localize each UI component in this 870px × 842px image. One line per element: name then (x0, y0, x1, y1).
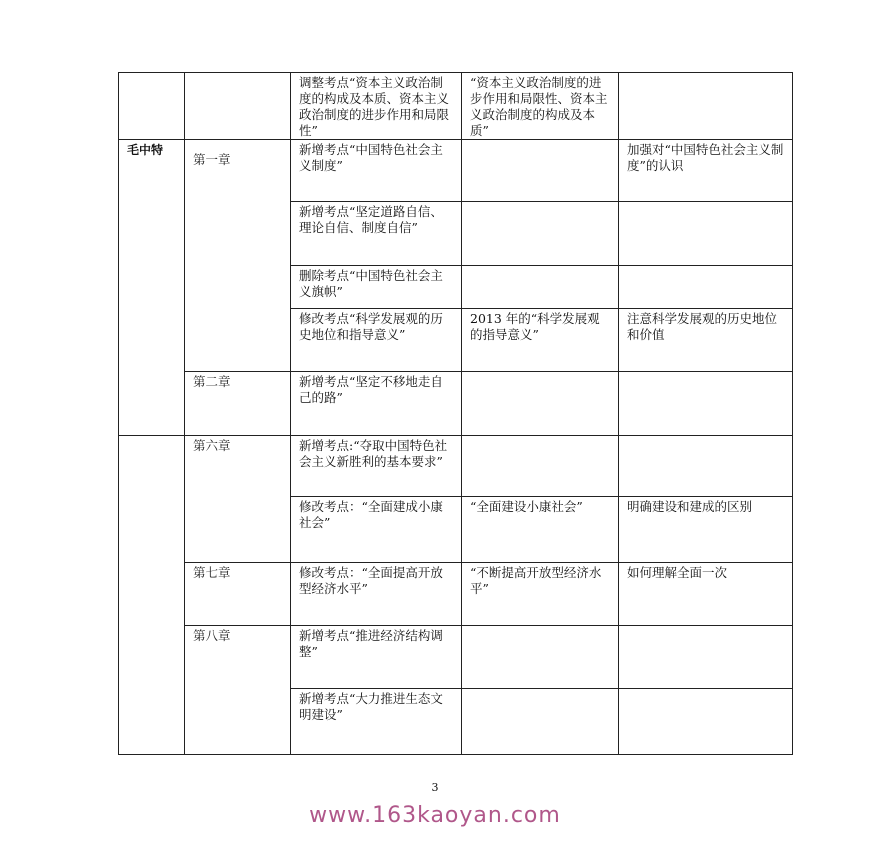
chapter-cell: 第二章 (185, 372, 291, 436)
note-cell: 注意科学发展观的历史地位和价值 (619, 309, 793, 372)
subject-cell: 毛中特 (119, 140, 185, 436)
old-content-cell: “全面建设小康社会” (462, 497, 619, 563)
chapter-cell: 第八章 (185, 626, 291, 755)
change-cell: 新增考点“坚定不移地走自己的路” (291, 372, 462, 436)
change-cell: 删除考点“中国特色社会主义旗帜” (291, 266, 462, 309)
change-cell: 新增考点“中国特色社会主义制度” (291, 140, 462, 202)
change-cell: 新增考点“坚定道路自信、理论自信、制度自信” (291, 202, 462, 266)
note-cell (619, 202, 793, 266)
old-content-cell (462, 372, 619, 436)
table-row (119, 372, 793, 436)
old-content-cell (462, 266, 619, 309)
table-row (119, 140, 793, 202)
note-cell (619, 266, 793, 309)
table-row (119, 626, 793, 689)
page-number: 3 (431, 781, 439, 794)
table-row (119, 563, 793, 626)
change-cell: 修改考点：“全面提高开放型经济水平” (291, 563, 462, 626)
change-cell: 修改考点：“全面建成小康社会” (291, 497, 462, 563)
old-content-cell (462, 202, 619, 266)
old-content-cell (462, 436, 619, 497)
old-content-cell: “资本主义政治制度的进步作用和局限性、资本主义政治制度的构成及本质” (462, 73, 619, 140)
note-cell (619, 689, 793, 755)
note-cell (619, 436, 793, 497)
table-row (119, 436, 793, 497)
note-cell: 明确建设和建成的区别 (619, 497, 793, 563)
note-cell (619, 73, 793, 140)
change-cell: 新增考点“大力推进生态文明建设” (291, 689, 462, 755)
old-content-cell: “不断提高开放型经济水平” (462, 563, 619, 626)
subject-cell-empty (119, 436, 185, 755)
old-content-cell (462, 140, 619, 202)
chapter-cell-empty (185, 73, 291, 140)
note-cell: 如何理解全面一次 (619, 563, 793, 626)
note-cell (619, 372, 793, 436)
old-content-cell (462, 689, 619, 755)
change-cell: 新增考点“推进经济结构调整” (291, 626, 462, 689)
change-cell: 修改考点“科学发展观的历史地位和指导意义” (291, 309, 462, 372)
note-cell: 加强对“中国特色社会主义制度”的认识 (619, 140, 793, 202)
chapter-cell: 第七章 (185, 563, 291, 626)
change-cell: 调整考点“资本主义政治制度的构成及本质、资本主义政治制度的进步作用和局限性” (291, 73, 462, 140)
note-cell (619, 626, 793, 689)
site-watermark: www.163kaoyan.com (309, 803, 561, 828)
old-content-cell (462, 626, 619, 689)
exam-changes-table (118, 72, 793, 755)
chapter-cell: 第一章 (185, 140, 291, 372)
chapter-cell: 第六章 (185, 436, 291, 563)
table-row (119, 73, 793, 140)
old-content-cell: 2013 年的“科学发展观的指导意义” (462, 309, 619, 372)
change-cell: 新增考点:“夺取中国特色社会主义新胜利的基本要求” (291, 436, 462, 497)
subject-cell-empty (119, 73, 185, 140)
